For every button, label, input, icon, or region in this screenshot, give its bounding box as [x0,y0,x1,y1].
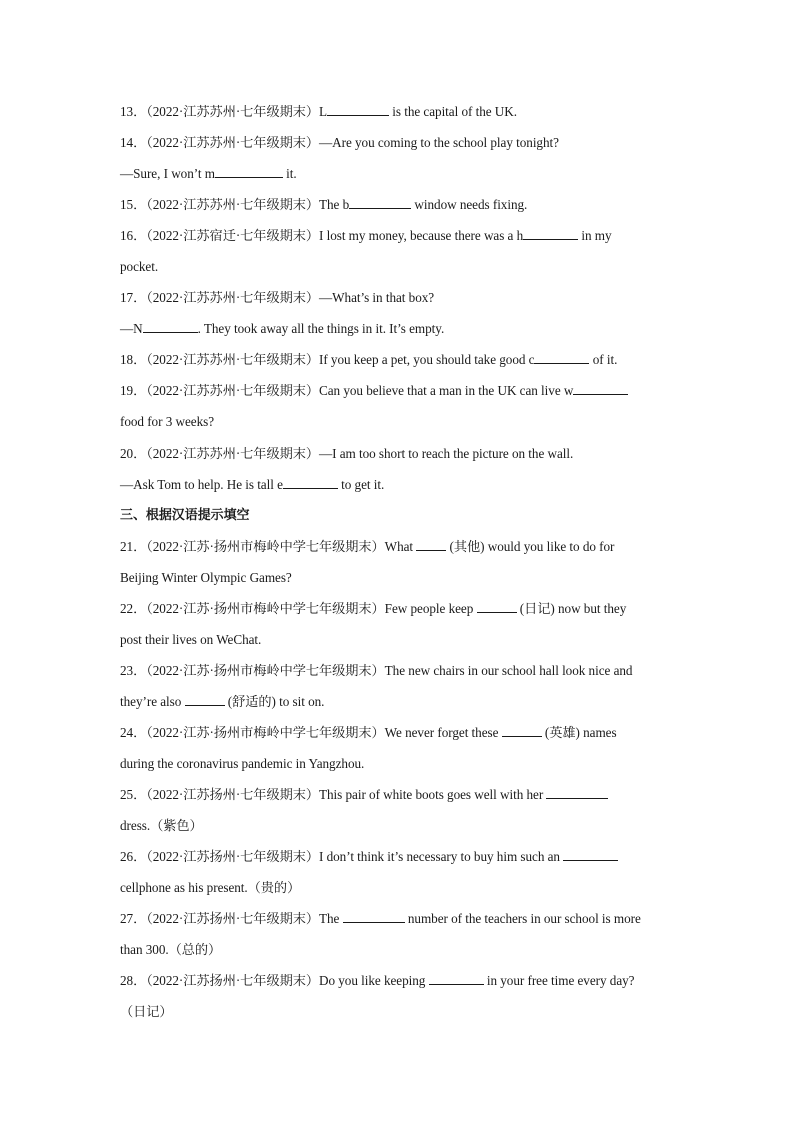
exercise-line [120,256,680,287]
exercise-line [120,691,680,722]
line-text: Beijing Winter Olympic Games? [120,569,292,585]
exercise-line [120,349,680,380]
line-text: of it. [589,352,618,368]
exercise-line [120,536,680,567]
exercise-line [120,318,680,349]
exercise-line [120,225,680,256]
answer-blank[interactable] [573,381,628,395]
line-text: 15．（2022·江苏苏州·七年级期末）The b [120,197,350,213]
exercise-line [120,722,680,753]
answer-blank[interactable] [534,350,589,364]
exercise-line [120,784,680,815]
exercise-line [120,660,680,691]
line-text: it. [282,166,297,182]
answer-blank[interactable] [416,537,446,551]
answer-blank[interactable] [563,847,618,861]
exercise-line [120,877,680,908]
line-text: (英雄) names [541,724,617,740]
line-text: (日记) now but they [516,600,627,616]
line-text: (舒适的) to sit on. [224,693,325,709]
line-text: 18．（2022·江苏苏州·七年级期末）If you keep a pet, you should take good c [120,352,535,368]
answer-blank[interactable] [502,723,542,737]
section-heading [120,505,680,536]
line-text: window needs fixing. [411,197,528,213]
line-text: is the capital of the UK. [389,104,517,119]
line-text: during the coronavirus pandemic in Yangzhou. [120,755,365,771]
line-text: 19．（2022·江苏苏州·七年级期末）Can you believe that a man in the UK can live w [120,383,574,399]
line-text: 23．（2022·江苏·扬州市梅岭中学七年级期末）The new chairs in our school hall look nice and [120,662,633,678]
document-page [120,101,680,1032]
exercise-line [120,474,680,505]
line-text: food for 3 weeks? [120,414,214,430]
exercise-line [120,287,680,318]
answer-blank[interactable] [283,475,338,489]
line-text: (其他) would you like to do for [446,538,615,554]
line-text: 14．（2022·江苏苏州·七年级期末）—Are you coming to the school play tonight? [120,135,559,151]
line-text: to get it. [337,476,385,492]
answer-blank[interactable] [429,971,484,985]
line-text: 24．（2022·江苏·扬州市梅岭中学七年级期末）We never forget these [120,724,502,740]
exercise-line [120,939,680,970]
answer-blank[interactable] [477,599,517,613]
answer-blank[interactable] [343,909,405,923]
line-text: 21．（2022·江苏·扬州市梅岭中学七年级期末）What [120,538,417,554]
exercise-line [120,753,680,784]
line-text: —N [120,321,143,337]
exercise-line [120,908,680,939]
answer-blank[interactable] [327,102,389,116]
exercise-line [120,411,680,442]
line-text: cellphone as his present.（贵的） [120,880,301,896]
line-text: 26．（2022·江苏扬州·七年级期末）I don’t think it’s necessary to buy him such an [120,849,564,865]
line-text: dress.（紫色） [120,818,203,834]
line-text: number of the teachers in our school is more [404,911,641,927]
exercise-line [120,443,680,474]
answer-blank[interactable] [185,692,225,706]
answer-blank[interactable] [523,226,578,240]
line-text: 16．（2022·江苏宿迁·七年级期末）I lost my money, because there was a h [120,228,524,244]
exercise-line [120,629,680,660]
line-text: 三、根据汉语提示填空 [120,507,250,523]
line-text: 27．（2022·江苏扬州·七年级期末）The [120,911,343,927]
line-text: than 300.（总的） [120,942,222,958]
exercise-line [120,598,680,629]
exercise-line [120,163,680,194]
exercise-line [120,1001,680,1032]
exercise-line [120,380,680,411]
line-text: 22．（2022·江苏·扬州市梅岭中学七年级期末）Few people keep [120,600,477,616]
answer-blank[interactable] [546,785,608,799]
line-text: 28．（2022·江苏扬州·七年级期末）Do you like keeping [120,973,429,989]
exercise-line [120,846,680,877]
line-text: . They took away all the things in it. It’s empty. [197,321,445,337]
exercise-line [120,970,680,1001]
line-text: （日记） [120,1004,173,1020]
line-text: —Ask Tom to help. He is tall e [120,476,283,492]
exercise-line [120,132,680,163]
line-text: 25．（2022·江苏扬州·七年级期末）This pair of white boots goes well with her [120,787,547,803]
answer-blank[interactable] [349,195,411,209]
answer-blank[interactable] [215,164,283,178]
line-text: 20．（2022·江苏苏州·七年级期末）—I am too short to reach the picture on the wall. [120,445,574,461]
line-text: in my [578,228,612,244]
exercise-line [120,194,680,225]
line-text: 17．（2022·江苏苏州·七年级期末）—What’s in that box? [120,290,435,306]
line-text: in your free time every day? [483,973,635,989]
line-text: —Sure, I won’t m [120,166,215,182]
answer-blank[interactable] [143,319,198,333]
exercise-line [120,815,680,846]
exercise-line [120,101,680,132]
line-text: pocket. [120,259,159,275]
line-text: they’re also [120,693,185,709]
exercise-line [120,567,680,598]
line-text: 13．（2022·江苏苏州·七年级期末）L [120,104,328,119]
line-text: post their lives on WeChat. [120,631,262,647]
